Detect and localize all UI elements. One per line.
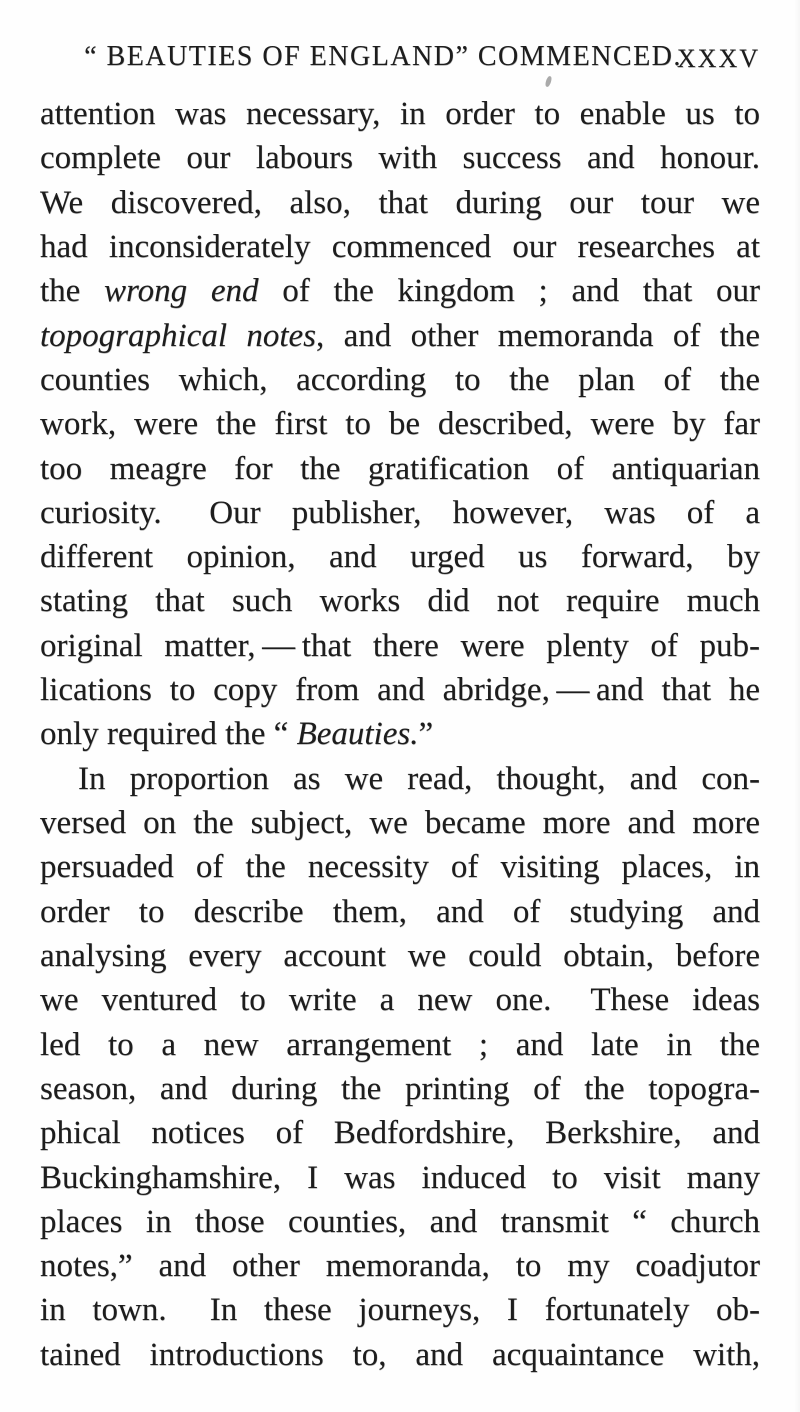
text-segment: original matter, — that there were plenty of pub- — [40, 627, 760, 664]
text-line — [40, 314, 760, 358]
text-segment: notes,” and other memoranda, to my coadjutor — [40, 1248, 760, 1285]
text-block — [40, 92, 760, 1377]
text-line — [40, 402, 760, 446]
text-segment: of the kingdom ; and that our — [258, 273, 760, 310]
text-segment: analysing every account we could obtain, before — [40, 937, 760, 974]
text-segment: led to a new arrangement ; and late in the — [40, 1026, 760, 1063]
text-line — [40, 136, 760, 180]
text-line — [40, 181, 760, 225]
text-segment: season, and during the printing of the topogra- — [40, 1070, 760, 1107]
text-line — [40, 801, 760, 845]
text-segment: we ventured to write a new one. These ideas — [40, 982, 760, 1019]
italic-text-segment: wrong end — [104, 273, 259, 310]
text-line — [40, 624, 760, 668]
text-line — [40, 1288, 760, 1332]
text-line — [40, 269, 760, 313]
text-segment: Buckinghamshire, I was induced to visit many — [40, 1159, 760, 1196]
text-segment: in town. In these journeys, I fortunately ob- — [40, 1292, 760, 1329]
text-segment: counties which, according to the plan of the — [40, 361, 760, 398]
text-line — [40, 92, 760, 136]
text-segment: work, were the first to be described, were by far — [40, 406, 760, 443]
text-segment: tained introductions to, and acquaintance with, — [40, 1336, 760, 1373]
text-line — [40, 579, 760, 623]
italic-text-segment: topographical notes — [40, 317, 316, 354]
text-line — [40, 1200, 760, 1244]
text-segment: ” — [418, 716, 434, 753]
italic-text-segment: Beauties. — [296, 716, 419, 753]
text-line — [40, 535, 760, 579]
running-header — [40, 41, 760, 79]
text-line — [40, 1333, 760, 1377]
text-line — [40, 1023, 760, 1067]
text-line — [40, 978, 760, 1022]
text-segment: phical notices of Bedfordshire, Berkshire, and — [40, 1115, 760, 1152]
text-line — [40, 890, 760, 934]
header-title: “ BEAUTIES OF ENGLAND” COMMENCED. — [84, 41, 682, 72]
text-line — [40, 1111, 760, 1155]
text-line — [40, 1244, 760, 1288]
text-line — [40, 712, 760, 756]
text-line — [40, 1067, 760, 1111]
text-segment: , and other memoranda of the — [316, 317, 760, 354]
text-line — [40, 447, 760, 491]
text-line — [40, 845, 760, 889]
text-segment: persuaded of the necessity of visiting places, in — [40, 849, 760, 886]
text-segment: complete our labours with success and honour. — [40, 140, 760, 177]
text-line — [40, 1156, 760, 1200]
text-segment: too meagre for the gratification of antiquarian — [40, 450, 760, 487]
text-line — [40, 668, 760, 712]
text-segment: lications to copy from and abridge, — and that he — [40, 672, 760, 709]
page-number: XXXV — [676, 44, 760, 73]
text-segment: attention was necessary, in order to enable us to — [40, 96, 760, 132]
text-segment: In proportion as we read, thought, and con- — [78, 760, 760, 797]
text-line — [40, 757, 760, 801]
text-segment: order to describe them, and of studying and — [40, 893, 760, 930]
text-segment: had inconsiderately commenced our researches at — [40, 228, 760, 265]
text-segment: places in those counties, and transmit “ church — [40, 1203, 760, 1240]
text-line — [40, 934, 760, 978]
text-segment: We discovered, also, that during our tour we — [40, 184, 760, 221]
text-line — [40, 358, 760, 402]
text-segment: different opinion, and urged us forward, by — [40, 539, 760, 576]
text-segment: stating that such works did not require much — [40, 583, 760, 620]
text-line — [40, 491, 760, 535]
text-segment: versed on the subject, we became more and more — [40, 805, 760, 841]
text-segment: only required the “ — [40, 716, 297, 753]
text-line — [40, 225, 760, 269]
text-segment: curiosity. Our publisher, however, was of a — [40, 494, 760, 531]
text-segment: the — [40, 273, 105, 310]
